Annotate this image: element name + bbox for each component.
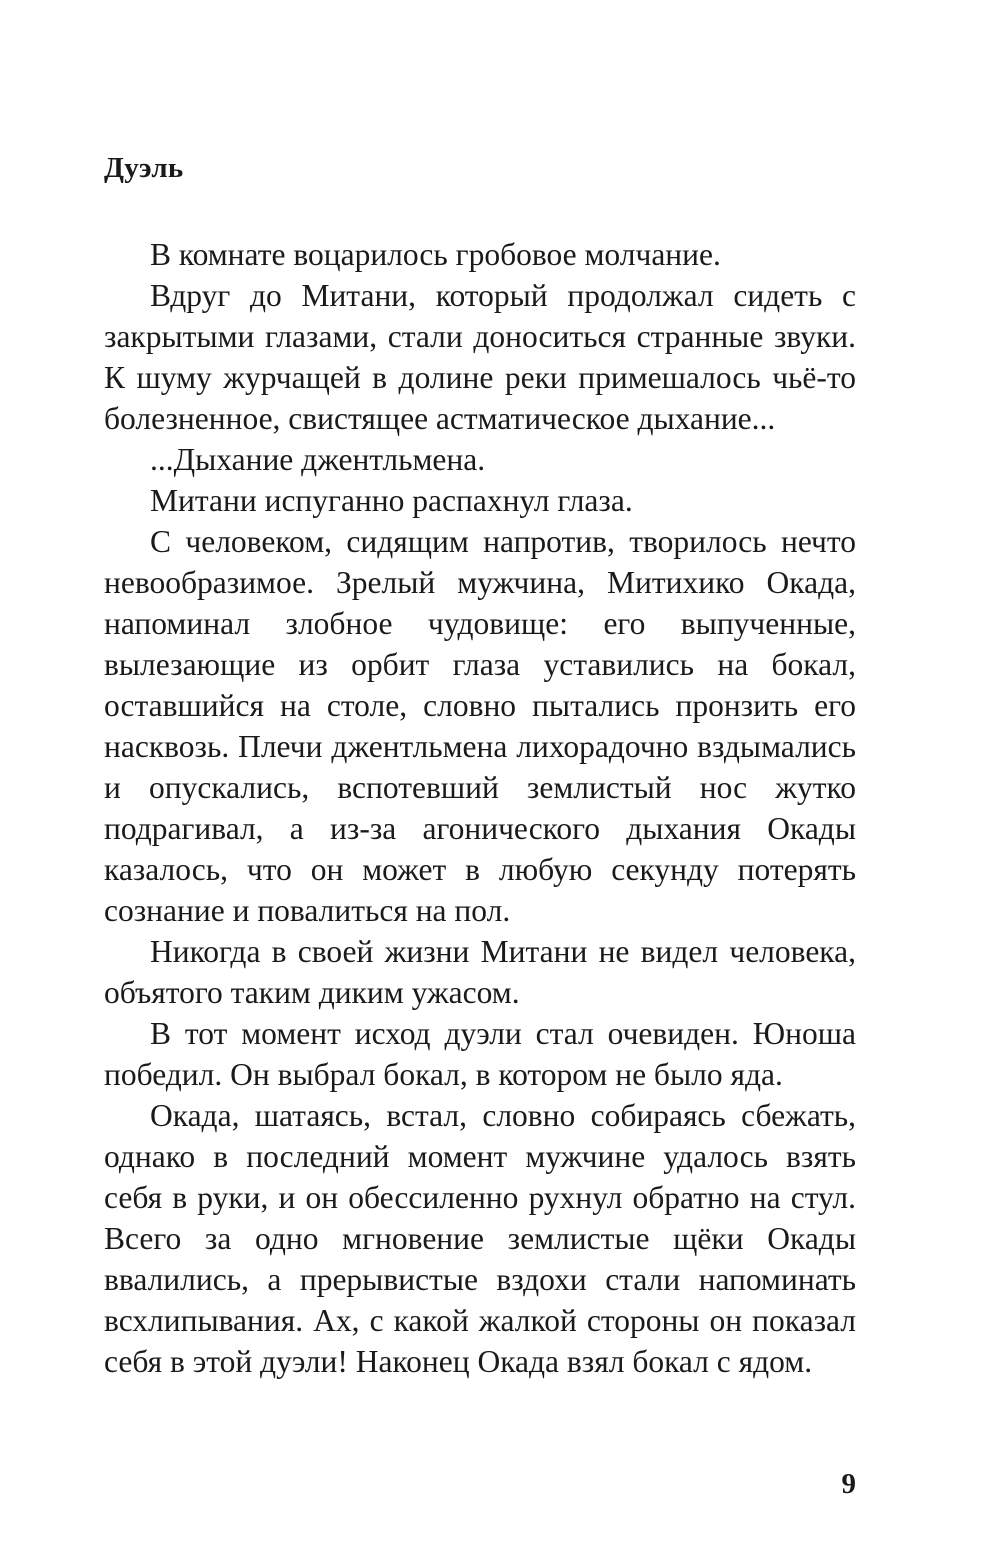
body-text bbox=[104, 234, 856, 1382]
paragraph: В тот момент исход дуэли стал очевиден. Юноша победил. Он выбрал бокал, в котором не было яда. bbox=[104, 1016, 856, 1092]
paragraph: Окада, шатаясь, встал, словно собираясь сбежать, однако в последний момент мужчине удалось взять себя в руки, и он обессиленно рухнул обратно на стул. Всего за одно мгновение землистые щёки Окады ввалились, а прерывистые вздохи стали напоминать всхлипывания. Ах, с какой жалкой стороны он показал себя в этой дуэли! Наконец Окада взял бокал с ядом. bbox=[104, 1098, 856, 1379]
paragraph: Никогда в своей жизни Митани не видел человека, объятого таким диким ужасом. bbox=[104, 934, 856, 1010]
paragraph: ...Дыхание джентльмена. bbox=[150, 442, 486, 477]
page-number: 9 bbox=[841, 1468, 856, 1500]
running-title: Дуэль bbox=[104, 152, 184, 184]
paragraph: Митани испуганно распахнул глаза. bbox=[150, 483, 633, 518]
paragraph: Вдруг до Митани, который продолжал сидеть с закрытыми глазами, стали доноситься странные звуки. К шуму журчащей в долине реки примешалось чьё-то болезненное, свистящее астматическое дыхание... bbox=[104, 278, 856, 436]
paragraph: В комнате воцарилось гробовое молчание. bbox=[150, 237, 721, 272]
paragraph: С человеком, сидящим напротив, творилось нечто невообразимое. Зрелый мужчина, Митихико Окада, напоминал злобное чудовище: его выпученные, вылезающие из орбит глаза уставились на бокал, оставшийся на столе, словно пытались пронзить его насквозь. Плечи джентльмена лихорадочно вздымались и опускались, вспотевший землистый нос жутко подрагивал, а из-за агонического дыхания Окады казалось, что он может в любую секунду потерять сознание и повалиться на пол. bbox=[104, 524, 856, 928]
